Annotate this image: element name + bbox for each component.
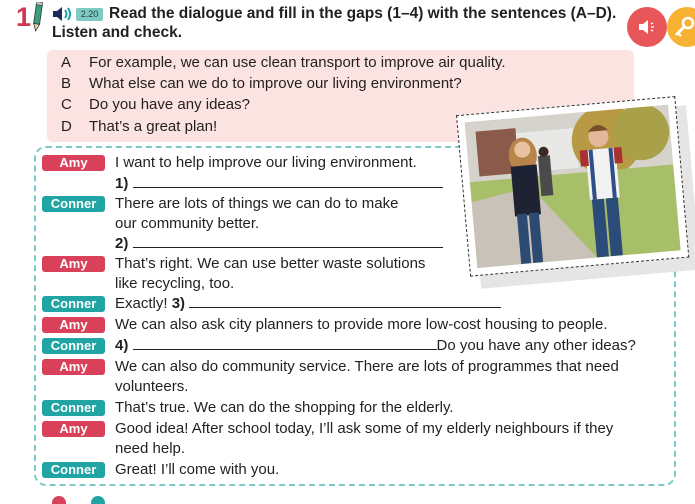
gap-number: 2): [115, 235, 129, 252]
play-audio-button[interactable]: [627, 7, 667, 47]
option-d: [61, 117, 217, 137]
dialogue-line: That’s true. We can do the shopping for the elderly.: [115, 399, 454, 416]
track-number-badge: 2.20: [76, 8, 103, 21]
gap-number: 4): [115, 337, 129, 354]
option-letter: B: [61, 75, 72, 92]
gap-3: [115, 294, 501, 314]
dialogue-line: our community better.: [115, 215, 260, 232]
photo-frame: [456, 96, 689, 277]
speaker-tag-amy: Amy: [42, 421, 105, 437]
exercise-number: 1: [16, 2, 32, 32]
instruction-text: Read the dialogue and fill in the gaps (1–4) with the sentences (A–D).: [109, 5, 617, 22]
instruction-subtext: Listen and check.: [52, 24, 183, 41]
dialogue-text: Exactly!: [115, 295, 168, 312]
gap-3-blank[interactable]: [189, 294, 501, 308]
speaker-tag-conner: Conner: [42, 400, 105, 416]
option-text: That’s a great plan!: [89, 118, 218, 135]
speaker-tag-conner: Conner: [42, 462, 105, 478]
photo-card: [456, 95, 695, 284]
gap-number: 1): [115, 175, 129, 192]
speaker-icon: [638, 19, 656, 35]
option-text: What else can we do to improve our living environment?: [89, 75, 462, 92]
amy-marker-dot: [52, 496, 66, 504]
dialogue-line: Good idea! After school today, I’ll ask some of my elderly neighbours if they: [115, 420, 614, 437]
speaker-tag-conner: Conner: [42, 338, 105, 354]
speaker-tag-amy: Amy: [42, 317, 105, 333]
dialogue-line: volunteers.: [115, 378, 189, 395]
students-photo: [465, 105, 681, 268]
dialogue-line: That’s right. We can use better waste solutions: [115, 255, 426, 272]
dialogue-line: need help.: [115, 440, 186, 457]
option-text: For example, we can use clean transport to improve air quality.: [89, 54, 506, 71]
gap-2: [115, 234, 443, 254]
option-a: [61, 53, 506, 73]
speaker-tag-conner: Conner: [42, 296, 105, 312]
answer-key-button[interactable]: [667, 7, 695, 47]
option-text: Do you have any ideas?: [89, 96, 250, 113]
gap-1: [115, 174, 443, 194]
speaker-tag-amy: Amy: [42, 256, 105, 272]
gap-1-blank[interactable]: [133, 174, 443, 188]
speaker-icon[interactable]: [52, 6, 74, 22]
dialogue-text: Do you have any other ideas?: [436, 337, 636, 354]
gap-4: [115, 336, 636, 356]
dialogue-line: I want to help improve our living environment.: [115, 154, 417, 171]
pencil-icon: [32, 2, 44, 32]
option-letter: C: [61, 96, 72, 113]
dialogue-line: Great! I’ll come with you.: [115, 461, 280, 478]
gap-2-blank[interactable]: [133, 234, 443, 248]
speaker-tag-amy: Amy: [42, 155, 105, 171]
key-icon: [673, 15, 695, 39]
dialogue-line: We can also ask city planners to provide more low-cost housing to people.: [115, 316, 608, 333]
students-illustration: [465, 105, 681, 268]
option-letter: D: [61, 118, 72, 135]
dialogue-line: We can also do community service. There are lots of programmes that need: [115, 358, 619, 375]
option-b: [61, 74, 462, 94]
gap-number: 3): [171, 295, 186, 312]
option-letter: A: [61, 54, 72, 71]
option-c: [61, 95, 250, 115]
speaker-tag-amy: Amy: [42, 359, 105, 375]
dialogue-line: like recycling, too.: [115, 275, 235, 292]
gap-4-blank[interactable]: [133, 336, 437, 350]
conner-marker-dot: [91, 496, 105, 504]
dialogue-line: There are lots of things we can do to make: [115, 195, 399, 212]
speaker-tag-conner: Conner: [42, 196, 105, 212]
